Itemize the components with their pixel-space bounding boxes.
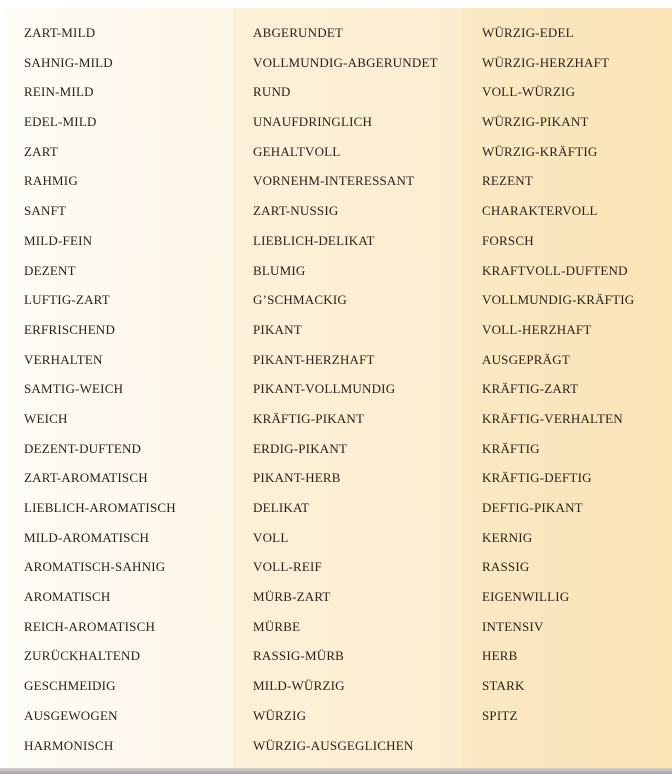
list-item: KRÄFTIG-ZART bbox=[482, 381, 579, 397]
list-item: ERDIG-PIKANT bbox=[253, 440, 348, 456]
list-item: VOLL bbox=[253, 529, 289, 545]
list-item: GESCHMEIDIG bbox=[24, 678, 116, 694]
list-item: SAHNIG-MILD bbox=[24, 54, 113, 70]
list-item: KRÄFTIG-DEFTIG bbox=[482, 470, 592, 486]
list-item: KRAFTVOLL-DUFTEND bbox=[482, 262, 628, 278]
list-item: ZART-MILD bbox=[24, 25, 96, 40]
list-item: REIN-MILD bbox=[24, 84, 94, 100]
list-item: EDEL-MILD bbox=[24, 114, 97, 130]
list-item: ZART-AROMATISCH bbox=[24, 470, 148, 486]
list-item: VORNEHM-INTERESSANT bbox=[253, 173, 415, 189]
list-item: SPITZ bbox=[482, 707, 518, 723]
list-item: AUSGEPRÄGT bbox=[482, 351, 570, 367]
flavor-term-table bbox=[4, 8, 672, 768]
term-list-2 bbox=[253, 25, 462, 767]
list-item: SAMTIG-WEICH bbox=[24, 381, 124, 397]
list-item: STARK bbox=[482, 678, 525, 694]
list-item: VOLL-HERZHAFT bbox=[482, 321, 592, 337]
list-item: RUND bbox=[253, 84, 291, 100]
list-item: WEICH bbox=[24, 410, 68, 426]
list-item: KRÄFTIG-VERHALTEN bbox=[482, 410, 623, 426]
list-item: WÜRZIG-KRÄFTIG bbox=[482, 143, 598, 159]
list-item: G’SCHMACKIG bbox=[253, 292, 347, 308]
list-item: VOLLMUNDIG-ABGERUNDET bbox=[253, 54, 438, 70]
list-item: AROMATISCH bbox=[24, 589, 111, 605]
list-item: WÜRZIG-EDEL bbox=[482, 25, 574, 40]
term-list-1 bbox=[24, 25, 233, 767]
list-item: ERFRISCHEND bbox=[24, 321, 116, 337]
list-item: WÜRZIG-HERZHAFT bbox=[482, 54, 610, 70]
list-item: DEZENT bbox=[24, 262, 76, 278]
list-item: AUSGEWOGEN bbox=[24, 707, 118, 723]
list-item: ZURÜCKHALTEND bbox=[24, 648, 141, 664]
list-item: EIGENWILLIG bbox=[482, 589, 570, 605]
list-item: REZENT bbox=[482, 173, 534, 189]
list-item: UNAUFDRINGLICH bbox=[253, 114, 373, 130]
list-item: MILD-AROMATISCH bbox=[24, 529, 150, 545]
list-item: MÜRB-ZART bbox=[253, 589, 331, 605]
list-item: KRÄFTIG bbox=[482, 440, 540, 456]
list-item: PIKANT-HERB bbox=[253, 470, 341, 486]
list-item: LUFTIG-ZART bbox=[24, 292, 110, 308]
list-item: MILD-FEIN bbox=[24, 232, 93, 248]
list-item: RAHMIG bbox=[24, 173, 78, 189]
list-item: DEZENT-DUFTEND bbox=[24, 440, 142, 456]
list-item: LIEBLICH-AROMATISCH bbox=[24, 500, 176, 515]
list-item: HERB bbox=[482, 648, 518, 664]
list-item: DELIKAT bbox=[253, 500, 310, 515]
list-item: KRÄFTIG-PIKANT bbox=[253, 410, 365, 426]
list-item: PIKANT bbox=[253, 321, 302, 337]
list-item: WÜRZIG-AUSGEGLICHEN bbox=[253, 737, 414, 753]
list-item: PIKANT-VOLLMUNDIG bbox=[253, 381, 396, 397]
list-item: ZART-NUSSIG bbox=[253, 203, 339, 219]
list-item: ABGERUNDET bbox=[253, 25, 344, 40]
list-item: INTENSIV bbox=[482, 618, 544, 634]
list-item: BLUMIG bbox=[253, 262, 306, 278]
list-item: MILD-WÜRZIG bbox=[253, 678, 345, 694]
list-item: VOLL-REIF bbox=[253, 559, 322, 575]
list-item: RASSIG-MÜRB bbox=[253, 648, 345, 664]
list-item: MÜRBE bbox=[253, 618, 301, 634]
list-item: HARMONISCH bbox=[24, 737, 114, 753]
list-item: AROMATISCH-SAHNIG bbox=[24, 559, 166, 575]
column-strong bbox=[462, 8, 672, 768]
list-item: KERNIG bbox=[482, 529, 533, 545]
list-item: CHARAKTERVOLL bbox=[482, 203, 598, 219]
list-item: RASSIG bbox=[482, 559, 530, 575]
list-item: VOLLMUNDIG-KRÄFTIG bbox=[482, 292, 635, 308]
list-item: ZART bbox=[24, 143, 58, 159]
list-item: PIKANT-HERZHAFT bbox=[253, 351, 375, 367]
column-medium bbox=[233, 8, 462, 768]
list-item: SANFT bbox=[24, 203, 67, 219]
list-item: WÜRZIG bbox=[253, 707, 307, 723]
list-item: VOLL-WÜRZIG bbox=[482, 84, 576, 100]
list-item: LIEBLICH-DELIKAT bbox=[253, 232, 375, 248]
list-item: VERHALTEN bbox=[24, 351, 103, 367]
term-list-3 bbox=[482, 25, 672, 738]
list-item: FORSCH bbox=[482, 232, 534, 248]
list-item: REICH-AROMATISCH bbox=[24, 618, 156, 634]
list-item: GEHALTVOLL bbox=[253, 143, 341, 159]
column-mild bbox=[4, 8, 233, 768]
bottom-edge-shadow bbox=[0, 768, 672, 774]
list-item: DEFTIG-PIKANT bbox=[482, 500, 583, 515]
list-item: WÜRZIG-PIKANT bbox=[482, 114, 589, 130]
